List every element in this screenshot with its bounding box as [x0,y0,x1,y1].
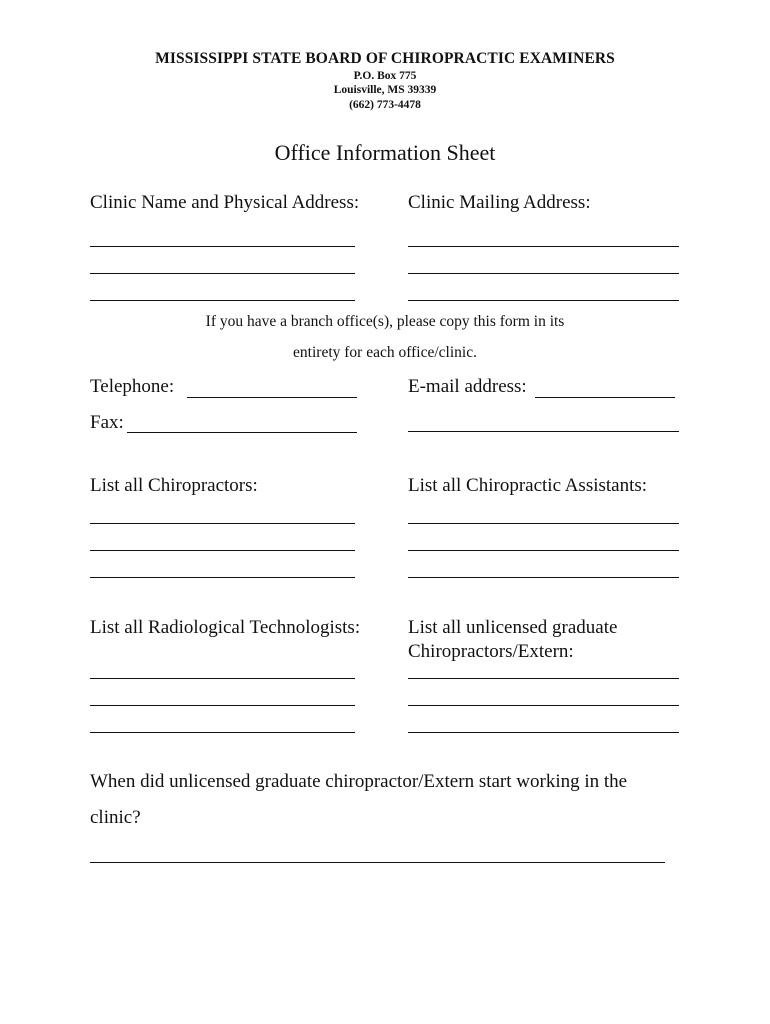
chiropractors-label: List all Chiropractors: [90,475,258,496]
radiological-line-1[interactable] [90,678,355,679]
email-label: E-mail address: [408,376,527,397]
start-date-answer-line[interactable] [90,862,665,863]
radiological-technologists-label: List all Radiological Technologists: [90,617,361,638]
physical-address-line-2[interactable] [90,273,355,274]
telephone-field[interactable] [187,397,357,398]
physical-address-line-3[interactable] [90,300,355,301]
radiological-line-3[interactable] [90,732,355,733]
clinic-physical-address-label: Clinic Name and Physical Address: [90,192,360,213]
fax-field[interactable] [127,432,357,433]
unlicensed-line-2[interactable] [408,705,679,706]
assistants-line-1[interactable] [408,523,679,524]
chiropractors-line-2[interactable] [90,550,355,551]
assistants-line-3[interactable] [408,577,679,578]
fax-label: Fax: [90,412,124,433]
email-field[interactable] [535,397,675,398]
mailing-address-line-3[interactable] [408,300,679,301]
unlicensed-graduates-label-line-2: Chiropractors/Extern: [408,641,574,662]
po-box: P.O. Box 775 [353,70,417,82]
board-phone: (662) 773-4478 [349,99,421,111]
branch-note-line-2: entirety for each office/clinic. [293,344,477,361]
unlicensed-graduates-label-line-1: List all unlicensed graduate [408,617,618,638]
assistants-label: List all Chiropractic Assistants: [408,475,648,496]
telephone-label: Telephone: [90,376,175,397]
unlicensed-line-1[interactable] [408,678,679,679]
start-question-line-2: clinic? [90,807,141,828]
email-continuation-line[interactable] [408,431,679,432]
organization-name: MISSISSIPPI STATE BOARD OF CHIROPRACTIC EXAMINERS [155,50,615,67]
mailing-address-line-2[interactable] [408,273,679,274]
chiropractors-line-3[interactable] [90,577,355,578]
unlicensed-line-3[interactable] [408,732,679,733]
physical-address-line-1[interactable] [90,246,355,247]
radiological-line-2[interactable] [90,705,355,706]
mailing-address-line-1[interactable] [408,246,679,247]
city-state-zip: Louisville, MS 39339 [333,84,437,96]
chiropractors-line-1[interactable] [90,523,355,524]
start-question-line-1: When did unlicensed graduate chiropractor/Extern start working in the [90,771,628,792]
assistants-line-2[interactable] [408,550,679,551]
clinic-mailing-address-label: Clinic Mailing Address: [408,192,591,213]
form-title: Office Information Sheet [274,140,496,165]
branch-note-line-1: If you have a branch office(s), please copy this form in its [205,313,565,330]
